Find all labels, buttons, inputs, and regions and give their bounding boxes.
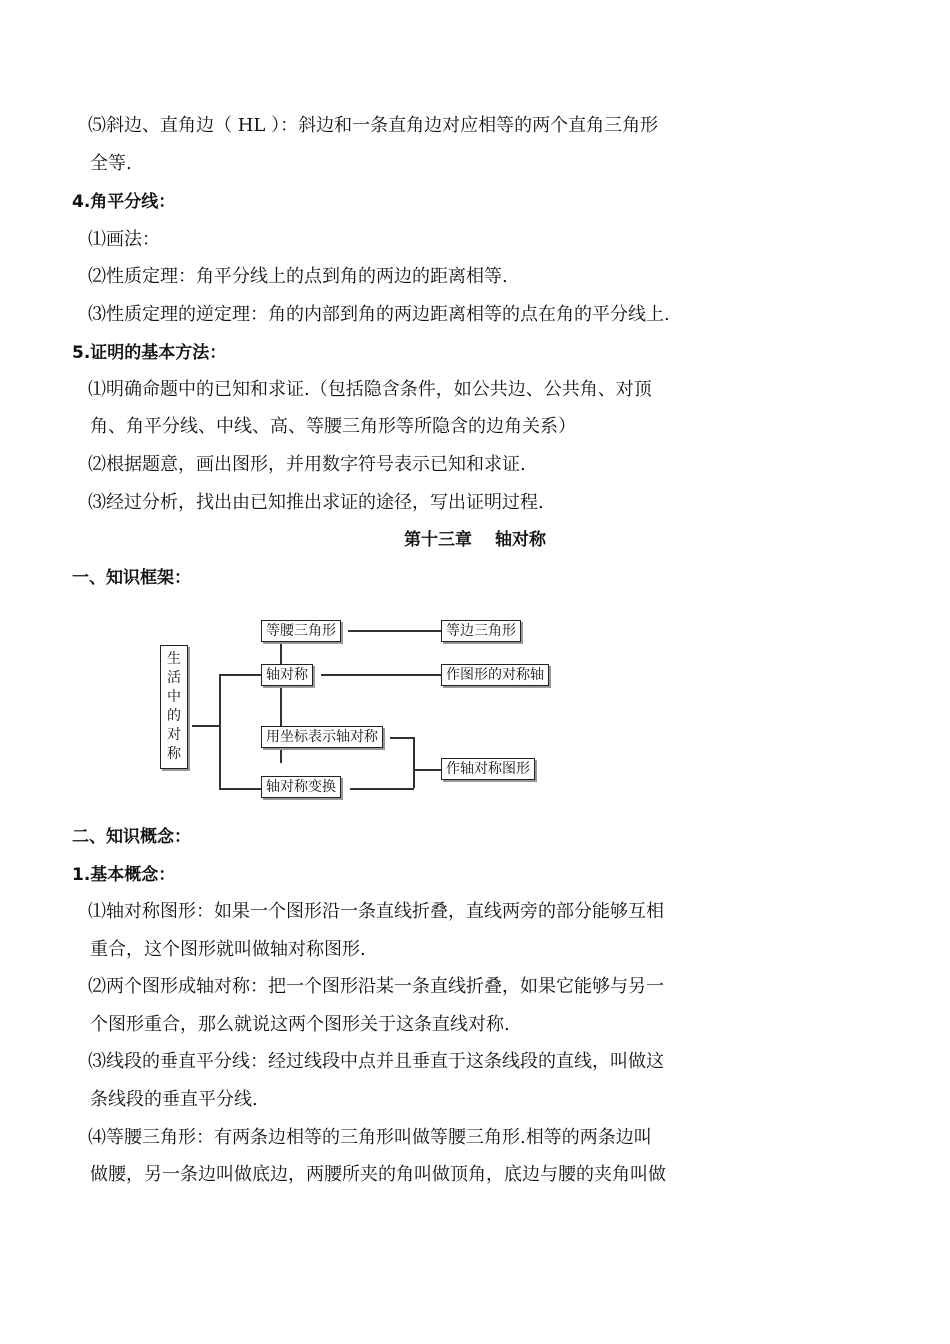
connector-line xyxy=(350,788,414,790)
connector-line xyxy=(192,725,220,727)
section-heading: 4.角平分线： xyxy=(72,192,176,212)
text-line: 做腰，另一条边叫做底边，两腰所夹的角叫做顶角，底边与腰的夹角叫做 xyxy=(90,1164,666,1185)
text-line: 全等. xyxy=(90,153,132,174)
knowledge-framework-diagram xyxy=(150,612,560,802)
section-heading: 5.证明的基本方法： xyxy=(72,343,227,363)
connector-line xyxy=(219,674,261,676)
connector-line xyxy=(390,737,414,739)
text-line: ⑴明确命题中的已知和求证.（包括隐含条件，如公共边、公共角、对顶 xyxy=(88,379,652,400)
text-line: ⑴轴对称图形：如果一个图形沿一条直线折叠，直线两旁的部分能够互相 xyxy=(88,901,664,922)
text-line: ⑶经过分析，找出由已知推出求证的途径，写出证明过程. xyxy=(88,492,544,513)
root-char: 对 xyxy=(167,727,181,743)
text-line: ⑴画法： xyxy=(88,229,160,250)
text-line: ⑵性质定理：角平分线上的点到角的两边的距离相等. xyxy=(88,266,508,287)
text-line: 角、角平分线、中线、高、等腰三角形等所隐含的边角关系） xyxy=(90,416,576,437)
draw-axis-box: 作图形的对称轴 xyxy=(441,664,549,686)
equilateral-box: 等边三角形 xyxy=(441,620,521,642)
root-char: 生 xyxy=(167,651,181,667)
draw-figure-box: 作轴对称图形 xyxy=(441,758,535,780)
text-line: ⑶性质定理的逆定理：角的内部到角的两边距离相等的点在角的平分线上. xyxy=(88,304,670,325)
chapter-title: 第十三章 轴对称 xyxy=(404,530,546,550)
text-line: 重合，这个图形就叫做轴对称图形. xyxy=(90,939,366,960)
isosceles-box: 等腰三角形 xyxy=(261,620,341,642)
text-line: 条线段的垂直平分线. xyxy=(90,1089,258,1110)
connector-line xyxy=(219,788,261,790)
section-heading: 一、知识框架： xyxy=(72,568,191,588)
text-line: ⑵两个图形成轴对称：把一个图形沿某一条直线折叠，如果它能够与另一 xyxy=(88,976,664,997)
connector-line xyxy=(321,674,441,676)
text-line: ⑸斜边、直角边（ HL ）：斜边和一条直角边对应相等的两个直角三角形 xyxy=(88,115,659,136)
root-char: 活 xyxy=(167,670,181,686)
section-heading: 二、知识概念： xyxy=(72,827,191,847)
connector-line xyxy=(413,769,441,771)
coordinate-symmetry-box: 用坐标表示轴对称 xyxy=(261,726,383,748)
axial-symmetry-box: 轴对称 xyxy=(261,664,313,686)
root-char: 中 xyxy=(167,689,181,705)
connector-line xyxy=(348,630,441,632)
connector-line xyxy=(413,737,415,788)
transform-box: 轴对称变换 xyxy=(261,776,341,798)
section-heading: 1.基本概念： xyxy=(72,865,176,885)
text-line: ⑶线段的垂直平分线：经过线段中点并且垂直于这条线段的直线，叫做这 xyxy=(88,1051,664,1072)
root-char: 的 xyxy=(167,708,181,724)
root-box xyxy=(160,645,188,769)
connector-line xyxy=(219,674,221,788)
root-char: 称 xyxy=(167,746,181,762)
text-line: 个图形重合，那么就说这两个图形关于这条直线对称. xyxy=(90,1014,510,1035)
text-line: ⑷等腰三角形：有两条边相等的三角形叫做等腰三角形.相等的两条边叫 xyxy=(88,1127,652,1148)
text-line: ⑵根据题意，画出图形，并用数字符号表示已知和求证. xyxy=(88,454,526,475)
